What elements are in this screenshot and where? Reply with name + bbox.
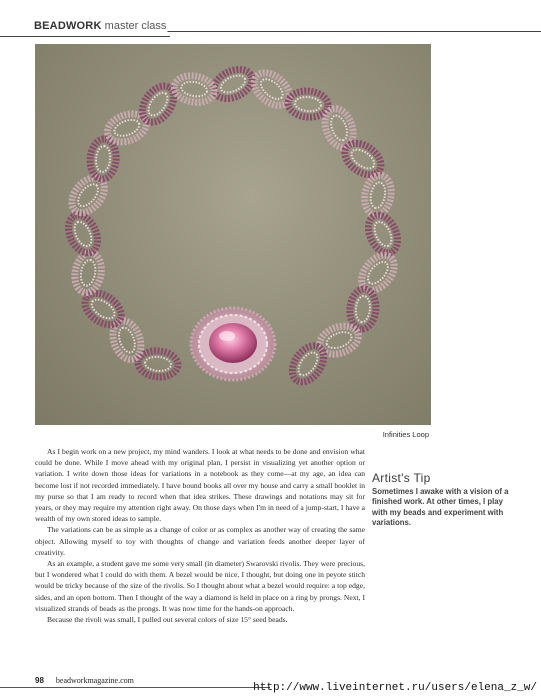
beaded-link (362, 173, 395, 217)
tip-title: Artist's Tip (372, 471, 431, 485)
beaded-link-inner (257, 75, 286, 102)
article-body (35, 446, 365, 625)
beaded-link-inner (369, 181, 387, 209)
beaded-link (88, 138, 117, 180)
photo-caption: Infinities Loop (382, 430, 429, 439)
header-rule (0, 36, 170, 37)
beaded-link-inner (71, 219, 95, 248)
watermark-url[interactable]: http://www.liveinternet.ru/users/elena_z_w/ (253, 682, 537, 694)
beaded-link (320, 105, 358, 151)
page-footer (35, 676, 134, 685)
beaded-link (287, 89, 329, 118)
beaded-link (104, 109, 150, 147)
paragraph: As I begin work on a new project, my mind wanders. I look at what needs to be done and envision what could be done. While I move ahead with my original plan, I persist in visualizing yet another option or variation. I write down those ideas for variations in a notebook as they come—at my age, an idea can become lost if not recorded immediately. I have bound books all over my house and carry a small booklet in my purse so that I am ready to record when that idea strikes. These drawings and notations may sit for years, or they may require my attention right away. On those days when I'm in need of a jump-start, I have a wealth of my own stored ideas to sample. (35, 447, 365, 524)
running-header (34, 20, 166, 32)
header-rule-tick (162, 31, 176, 38)
beaded-link-inner (218, 72, 247, 96)
beaded-link-inner (74, 181, 101, 210)
beaded-link (137, 349, 179, 378)
beaded-link-inner (371, 219, 395, 248)
paragraph: Because the rivoli was small, I pulled out several colors of size 15° seed beads. (47, 615, 288, 625)
beaded-link (363, 210, 403, 257)
rivoli-pendant (191, 308, 275, 380)
beaded-link (63, 210, 103, 257)
necklace-photo (35, 44, 431, 425)
beaded-link (348, 288, 377, 330)
beaded-link-inner (294, 96, 321, 112)
section-name: master class (104, 20, 167, 32)
beaded-link-inner (79, 259, 97, 287)
beaded-link-inner (364, 258, 391, 287)
beaded-link (72, 251, 105, 295)
paragraph: The variations can be as simple as a change of color or as complex as another way of creating the same object. Allowing myself to toy with thoughts of change and variation feeds another deeper layer of creativity. (35, 525, 365, 557)
beaded-link-inner (95, 145, 111, 172)
artists-tip-sidebar (372, 471, 512, 528)
beaded-link (209, 64, 256, 104)
beaded-link (172, 73, 216, 106)
footer-rule (0, 687, 270, 688)
magazine-brand: BEADWORK (34, 20, 102, 32)
beaded-link-inner (355, 295, 371, 322)
beaded-link (108, 317, 146, 363)
tip-text: Sometimes I awake with a vision of a finished work. At other times, I play with my beads and experiment with variations. (372, 487, 509, 527)
necklace-illustration (35, 44, 431, 425)
paragraph: As an example, a student gave me some very small (in diameter) Swarovski rivolis. They were precious, but I wondered what I could do with them. A bezel would be nice, I thought, but doing one in peyote stitch would be tricky because of the size of the rivolis. So I thought about what a bezel would require: a top edge, sides, and an open bottom. Then I thought of the way a diamond is held in place on a ring by prongs. Next, I visualized strands of beads as the prongs. It was now time for the hands-on approach. (35, 559, 365, 613)
page-number: 98 (35, 676, 44, 685)
beaded-link-inner (144, 356, 171, 372)
header-rule-right (170, 31, 541, 32)
beaded-link (316, 321, 362, 359)
beaded-link-inner (180, 80, 208, 98)
footer-site: beadworkmagazine.com (55, 676, 134, 685)
